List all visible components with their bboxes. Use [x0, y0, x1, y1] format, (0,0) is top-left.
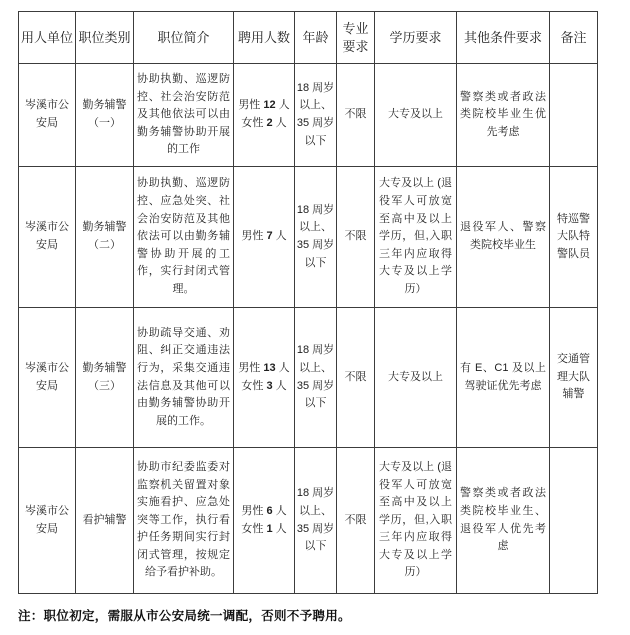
headcount-line	[236, 378, 292, 396]
header-age: 年龄	[295, 12, 337, 64]
category-cell: 看护辅警	[76, 448, 134, 594]
headcount-gender-label: 女性	[241, 379, 267, 392]
headcount-gender-label: 男性	[241, 230, 267, 243]
remark-cell	[550, 64, 598, 167]
table-row	[19, 448, 598, 594]
recruitment-table	[18, 11, 598, 594]
education-cell: 大专及以上 (退役军人可放宽至高中及以上学历，但,入职三年内应取得大专及以上学历）	[375, 448, 457, 594]
headcount-number: 12	[263, 99, 276, 112]
headcount-unit: 人	[275, 361, 290, 374]
age-cell: 18 周岁以上、35 周岁以下	[295, 308, 337, 448]
headcount-line	[236, 228, 292, 246]
category-cell: 勤务辅警（二）	[76, 167, 134, 308]
description-cell: 协助疏导交通、劝阻、纠正交通违法行为，采集交通违法信息及其他可以由勤务辅警协助开展的工作。	[134, 308, 234, 448]
headcount-gender-label: 男性	[238, 99, 264, 112]
table-row	[19, 167, 598, 308]
headcount-gender-label: 女性	[241, 522, 267, 535]
headcount-line	[236, 115, 292, 133]
headcount-gender-label: 女性	[241, 117, 267, 129]
headcount-unit: 人	[272, 117, 287, 129]
headcount-line	[236, 97, 292, 115]
headcount-unit: 人	[272, 522, 287, 535]
description-cell: 协助执勤、巡逻防控、社会治安防范及其他依法可以由勤务辅警协助开展的工作	[134, 64, 234, 167]
headcount-unit: 人	[272, 230, 287, 243]
headcount-line	[236, 503, 292, 521]
remark-cell: 特巡警大队特警队员	[550, 167, 598, 308]
description-cell: 协助执勤、巡逻防控、应急处突、社会治安防范及其他依法可以由勤务辅警协助开展的工作，实行封闭式管理。	[134, 167, 234, 308]
education-cell: 大专及以上	[375, 308, 457, 448]
major-cell: 不限	[337, 64, 375, 167]
description-cell: 协助市纪委监委对监察机关留置对象实施看护、应急处突等工作，执行看护任务期间实行封闭式管理，按规定给予看护补助。	[134, 448, 234, 594]
header-category: 职位类别	[76, 12, 134, 64]
other-requirements-cell: 警察类或者政法类院校毕业生优先考虑	[457, 64, 550, 167]
remark-cell	[550, 448, 598, 594]
education-cell: 大专及以上	[375, 64, 457, 167]
headcount-unit: 人	[272, 504, 287, 517]
footnote: 注：职位初定，需服从市公安局统一调配，否则不予聘用。	[18, 609, 351, 623]
major-cell: 不限	[337, 448, 375, 594]
header-major: 专业要求	[337, 12, 375, 64]
header-remark: 备注	[550, 12, 598, 64]
other-requirements-cell: 有 E、C1 及以上驾驶证优先考虑	[457, 308, 550, 448]
category-cell: 勤务辅警（三）	[76, 308, 134, 448]
age-cell: 18 周岁以上、35 周岁以下	[295, 64, 337, 167]
headcount-gender-label: 男性	[238, 361, 264, 374]
headcount-number: 3	[266, 379, 273, 392]
headcount-cell	[234, 308, 295, 448]
age-cell: 18 周岁以上、35 周岁以下	[295, 167, 337, 308]
headcount-number: 13	[263, 361, 276, 374]
headcount-number: 6	[266, 504, 273, 517]
remark-cell: 交通管理大队辅警	[550, 308, 598, 448]
header-description: 职位简介	[134, 12, 234, 64]
major-cell: 不限	[337, 308, 375, 448]
employer-cell: 岑溪市公安局	[19, 308, 76, 448]
headcount-line	[236, 360, 292, 378]
header-other: 其他条件要求	[457, 12, 550, 64]
headcount-cell	[234, 64, 295, 167]
headcount-unit: 人	[275, 99, 290, 112]
headcount-cell	[234, 448, 295, 594]
other-requirements-cell: 退役军人、警察类院校毕业生	[457, 167, 550, 308]
header-headcount: 聘用人数	[234, 12, 295, 64]
headcount-unit: 人	[272, 379, 287, 392]
employer-cell: 岑溪市公安局	[19, 167, 76, 308]
employer-cell: 岑溪市公安局	[19, 64, 76, 167]
major-cell: 不限	[337, 167, 375, 308]
headcount-gender-label: 男性	[241, 504, 267, 517]
employer-cell: 岑溪市公安局	[19, 448, 76, 594]
education-cell: 大专及以上 (退役军人可放宽至高中及以上学历，但,入职三年内应取得大专及以上学历）	[375, 167, 457, 308]
headcount-number: 1	[266, 522, 273, 535]
category-cell: 勤务辅警（一）	[76, 64, 134, 167]
other-requirements-cell: 警察类或者政法类院校毕业生、退役军人优先考虑	[457, 448, 550, 594]
headcount-number: 7	[266, 230, 273, 243]
table-row	[19, 64, 598, 167]
headcount-cell	[234, 167, 295, 308]
header-employer: 用人单位	[19, 12, 76, 64]
age-cell: 18 周岁以上、35 周岁以下	[295, 448, 337, 594]
headcount-number: 2	[266, 117, 273, 129]
table-row	[19, 308, 598, 448]
header-row	[19, 12, 598, 64]
header-education: 学历要求	[375, 12, 457, 64]
headcount-line	[236, 521, 292, 539]
